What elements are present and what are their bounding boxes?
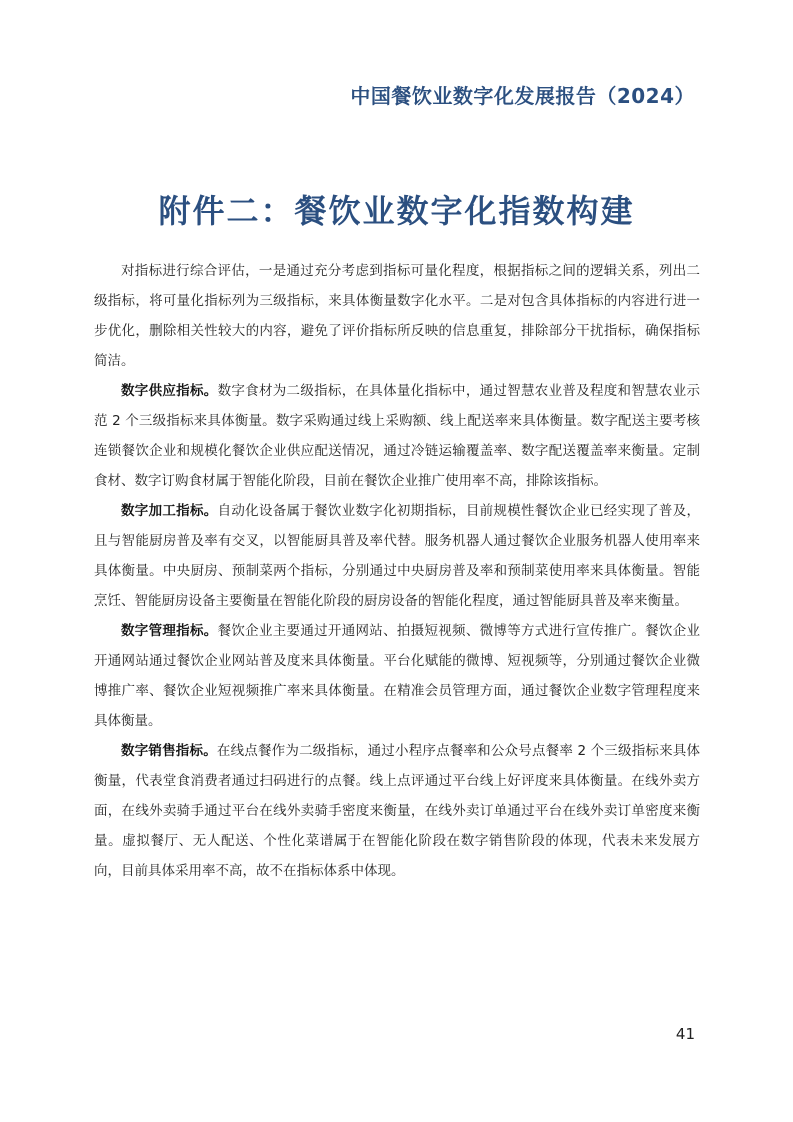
paragraph-text: 自动化设备属于餐饮业数字化初期指标，目前规模性餐饮企业已经实现了普及，且与智能厨房普及率有交叉，以智能厨具普及率代替。服务机器人通过餐饮企业服务机器人使用率来具体衡量。中央厨房、预制菜两个指标，分别通过中央厨房普及率和预制菜使用率来具体衡量。智能烹饪、智能厨房设备主要衡量在智能化阶段的厨房设备的智能化程度，通过智能厨具普及率来衡量。 — [94, 503, 701, 609]
paragraph-digital-processing — [94, 496, 700, 616]
page-number: 41 — [675, 1025, 695, 1043]
paragraph-text: 数字食材为二级指标，在具体量化指标中，通过智慧农业普及程度和智慧农业示范 2 个三级指标来具体衡量。数字采购通过线上采购额、线上配送率来具体衡量。数字配送主要考核连锁餐饮企业和规模化餐饮企业供应配送情况，通过冷链运输覆盖率、数字配送覆盖率来衡量。定制食材、数字订购食材属于智能化阶段，目前在餐饮企业推广使用率不高，排除该指标。 — [94, 383, 701, 489]
body-text — [94, 256, 700, 886]
paragraph-lead: 数字供应指标。 — [121, 383, 218, 399]
paragraph-lead: 数字销售指标。 — [121, 743, 217, 759]
paragraph-lead: 数字加工指标。 — [121, 503, 218, 519]
paragraph-lead: 数字管理指标。 — [121, 623, 218, 639]
paragraph-digital-supply — [94, 376, 700, 496]
paragraph-intro — [94, 256, 700, 376]
section-title: 附件二：餐饮业数字化指数构建 — [158, 192, 635, 230]
paragraph-text: 餐饮企业主要通过开通网站、拍摄短视频、微博等方式进行宣传推广。餐饮企业开通网站通过餐饮企业网站普及度来具体衡量。平台化赋能的微博、短视频等，分别通过餐饮企业微博推广率、餐饮企业短视频推广率来具体衡量。在精准会员管理方面，通过餐饮企业数字管理程度来具体衡量。 — [94, 623, 701, 729]
report-header-title: 中国餐饮业数字化发展报告（2024） — [350, 84, 695, 108]
paragraph-text: 对指标进行综合评估，一是通过充分考虑到指标可量化程度，根据指标之间的逻辑关系，列出二级指标，将可量化指标列为三级指标，来具体衡量数字化水平。二是对包含具体指标的内容进行进一步优化，删除相关性较大的内容，避免了评价指标所反映的信息重复，排除部分干扰指标，确保指标简洁。 — [94, 263, 700, 369]
paragraph-digital-management — [94, 616, 700, 736]
paragraph-text: 在线点餐作为二级指标，通过小程序点餐率和公众号点餐率 2 个三级指标来具体衡量，代表堂食消费者通过扫码进行的点餐。线上点评通过平台线上好评度来具体衡量。在线外卖方面，在线外卖骑手通过平台在线外卖骑手密度来衡量，在线外卖订单通过平台在线外卖订单密度来衡量。虚拟餐厅、无人配送、个性化菜谱属于在智能化阶段在数字销售阶段的体现，代表未来发展方向，目前具体采用率不高，故不在指标体系中体现。 — [94, 743, 701, 879]
paragraph-digital-sales — [94, 736, 700, 886]
